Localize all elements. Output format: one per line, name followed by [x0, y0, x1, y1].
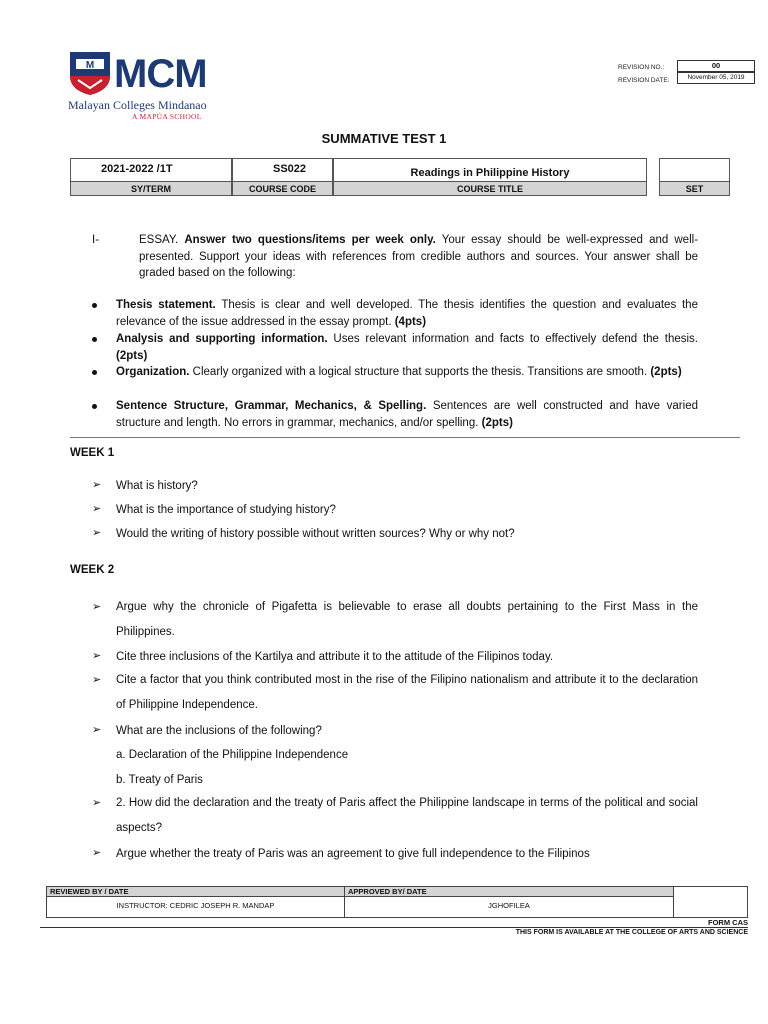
reviewed-by-label: REVIEWED BY / DATE — [46, 886, 345, 897]
bullet — [92, 337, 97, 342]
course-code-value: SS022 — [232, 158, 333, 182]
week2-question: Argue whether the treaty of Paris was an agreement to give full independence to the Filipinos — [116, 848, 590, 860]
week2-question: What are the inclusions of the following? — [116, 725, 322, 737]
week1-question: Would the writing of history possible without written sources? Why or why not? — [116, 528, 515, 540]
criterion-organization: Organization. Clearly organized with a logical structure that supports the thesis. Transitions are smooth. (2pts) — [116, 366, 682, 378]
set-label: SET — [659, 181, 730, 196]
week1-question: What is the importance of studying history? — [116, 504, 336, 516]
reviewed-by-value: INSTRUCTOR: CEDRIC JOSEPH R. MANDAP — [46, 896, 345, 918]
week2-question: Argue why the chronicle of Pigafetta is believable to erase all doubts pertaining to the First Mass in the Philippines. — [116, 601, 698, 638]
arrow-bullet-icon: ➢ — [92, 847, 102, 859]
arrow-bullet-icon: ➢ — [92, 601, 102, 613]
week1-heading: WEEK 1 — [70, 447, 115, 459]
arrow-bullet-icon: ➢ — [92, 503, 102, 515]
svg-text:M: M — [85, 60, 95, 71]
arrow-bullet-icon: ➢ — [92, 674, 102, 686]
criterion-analysis: Analysis and supporting information. Uses relevant information and facts to effectively defend the thesis. (2pts) — [116, 333, 698, 362]
arrow-bullet-icon: ➢ — [92, 527, 102, 539]
week2-question: 2. How did the declaration and the treaty of Paris affect the Philippine landscape in terms of the political and social aspects? — [116, 797, 698, 834]
page-title: SUMMATIVE TEST 1 — [321, 131, 447, 146]
bullet — [92, 303, 97, 308]
crest-icon — [68, 50, 112, 96]
logo-wordmark: MCM — [114, 52, 207, 96]
revision-no-value: 00 — [677, 60, 755, 72]
form-availability: THIS FORM IS AVAILABLE AT THE COLLEGE OF ARTS AND SCIENCE — [515, 929, 748, 936]
criterion-thesis: Thesis statement. Thesis is clear and well developed. The thesis identifies the question and evaluates the relevance of the issue addressed in the essay prompt. (4pts) — [116, 299, 698, 328]
sy-term-label: SY/TERM — [70, 181, 232, 196]
arrow-bullet-icon: ➢ — [92, 797, 102, 809]
approved-by-label: APPROVED BY/ DATE — [344, 886, 674, 897]
criterion-grammar: Sentence Structure, Grammar, Mechanics, & Spelling. Sentences are well constructed and have varied structure and length. No errors in grammar, mechanics, and/or spelling. (2pts) — [116, 400, 698, 429]
sy-term-value: 2021-2022 /1T — [70, 158, 232, 182]
course-title-label: COURSE TITLE — [333, 181, 647, 196]
bullet — [92, 404, 97, 409]
essay-instructions: ESSAY. Answer two questions/items per week only. Your essay should be well-expressed and well-presented. Support your ideas with references from credible authors and sources. Your answer shall be graded based on the following: — [139, 234, 699, 279]
form-code: FORM CAS — [708, 918, 748, 927]
week2-subitem: b. Treaty of Paris — [116, 774, 203, 786]
school-tagline: A MAPÚA SCHOOL — [132, 112, 202, 121]
arrow-bullet-icon: ➢ — [92, 724, 102, 736]
footer-rule — [40, 927, 748, 928]
section-number: I- — [92, 234, 100, 246]
school-logo — [68, 50, 228, 125]
week1-question: What is history? — [116, 480, 198, 492]
arrow-bullet-icon: ➢ — [92, 650, 102, 662]
revision-date-label: REVISION DATE: — [618, 77, 670, 84]
school-name: Malayan Colleges Mindanao — [68, 98, 207, 112]
course-code-label: COURSE CODE — [232, 181, 333, 196]
arrow-bullet-icon: ➢ — [92, 479, 102, 491]
approved-by-value: JGHOFILEA — [344, 896, 674, 918]
signature-box — [673, 886, 748, 918]
week2-question: Cite three inclusions of the Kartilya and attribute it to the attitude of the Filipinos today. — [116, 651, 554, 663]
week2-heading: WEEK 2 — [70, 564, 115, 576]
week2-question: Cite a factor that you think contributed most in the rise of the Filipino nationalism and attribute it to the declaration of Philippine Independence. — [116, 674, 698, 711]
revision-no-label: REVISION NO.: — [618, 64, 665, 71]
week2-subitem: a. Declaration of the Philippine Independence — [116, 749, 349, 761]
revision-date-value: November 05, 2019 — [677, 72, 755, 84]
bullet — [92, 370, 97, 375]
course-title-value: Readings in Philippine History — [333, 158, 647, 182]
section-divider — [70, 437, 740, 438]
set-value — [659, 158, 730, 182]
